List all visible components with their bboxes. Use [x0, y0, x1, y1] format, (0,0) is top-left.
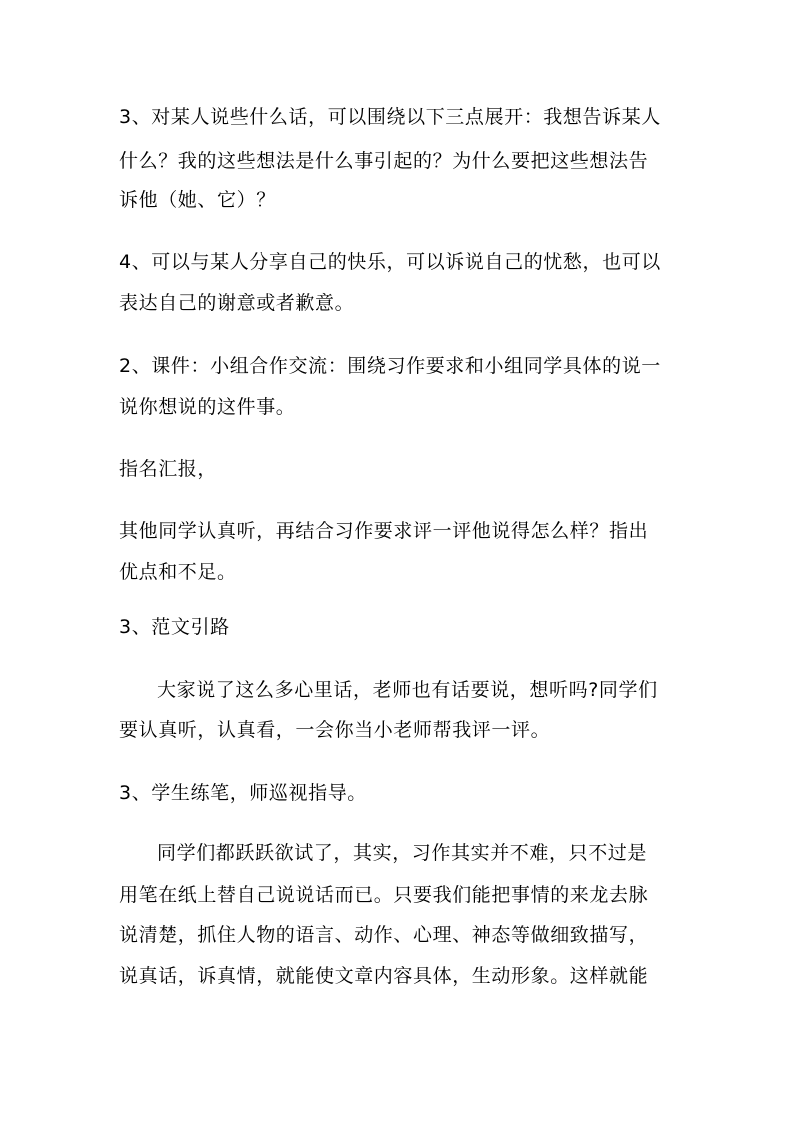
text-line: 指名汇报， [119, 458, 218, 480]
text-line: 说真话，诉真情，就能使文章内容具体，生动形象。这样就能 [119, 965, 649, 987]
text-line: 要认真听，认真看，一会你当小老师帮我评一评。 [119, 719, 551, 741]
text-line: 说你想说的这件事。 [119, 396, 296, 418]
text-line: 用笔在纸上替自己说说话而已。只要我们能把事情的来龙去脉 [119, 884, 649, 906]
text-line: 其他同学认真听，再结合习作要求评一评他说得怎么样？指出 [119, 520, 649, 542]
text-line: 大家说了这么多心里话，老师也有话要说，想听吗?同学们 [157, 679, 658, 701]
text-line: 说清楚，抓住人物的语言、动作、心理、神态等做细致描写， [119, 924, 649, 946]
text-line: 表达自己的谢意或者歉意。 [119, 292, 355, 314]
text-line: 同学们都跃跃欲试了，其实，习作其实并不难，只不过是 [157, 842, 648, 864]
text-line: 4、可以与某人分享自己的快乐，可以诉说自己的忧愁，也可以 [119, 251, 661, 273]
text-line: 优点和不足。 [119, 561, 237, 583]
text-line: 2、课件：小组合作交流：围绕习作要求和小组同学具体的说一 [119, 355, 661, 377]
text-line: 诉他（她、它）？ [119, 189, 276, 211]
text-line: 3、对某人说些什么话，可以围绕以下三点展开：我想告诉某人 [119, 106, 661, 128]
text-line: 什么？我的这些想法是什么事引起的？为什么要把这些想法告 [119, 150, 649, 172]
text-line: 3、学生练笔，师巡视指导。 [119, 782, 367, 804]
text-line: 3、范文引路 [119, 616, 230, 638]
